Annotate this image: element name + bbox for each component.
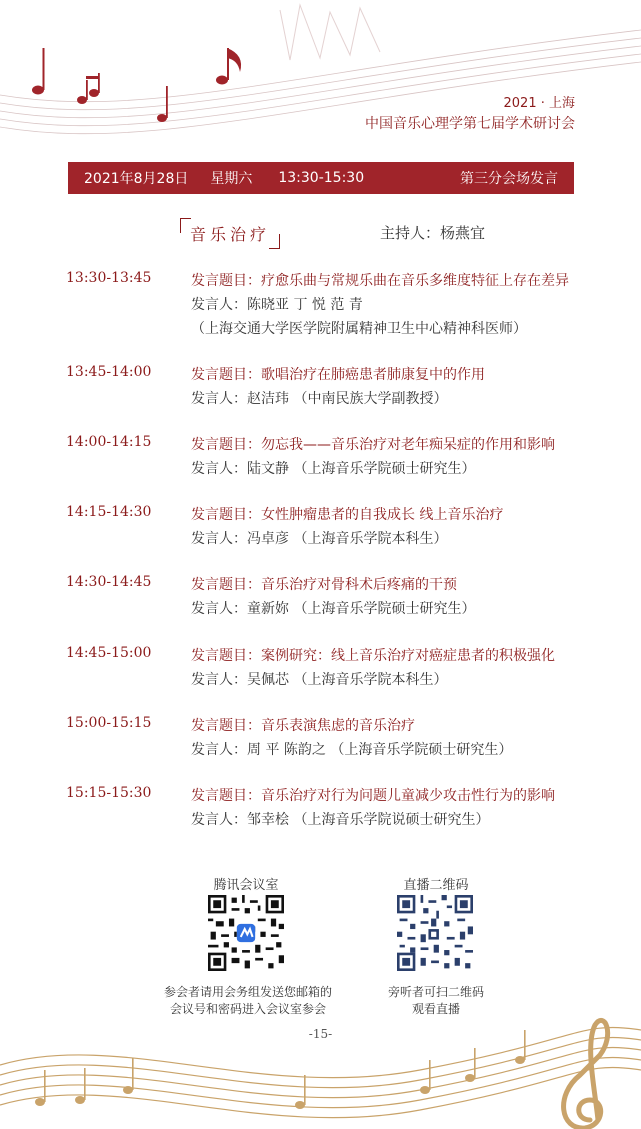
talk-time: 15:15-15:30 xyxy=(66,785,152,801)
talk-time: 14:45-15:00 xyxy=(66,645,152,661)
talk-speaker: 发言人：冯卓彦 （上海音乐学院本科生） xyxy=(191,531,448,547)
talk-time: 14:00-14:15 xyxy=(66,434,152,450)
music-staff-decoration-bottom xyxy=(0,950,641,1129)
talk-topic: 发言题目：疗愈乐曲与常规乐曲在音乐多维度特征上存在差异 xyxy=(191,273,569,289)
talk-time: 13:45-14:00 xyxy=(66,364,152,380)
qr-right-label: 直播二维码 xyxy=(403,878,469,893)
talk-speaker: 发言人：赵洁玮 （中南民族大学副教授） xyxy=(191,391,448,407)
event-title: 中国音乐心理学第七届学术研讨会 xyxy=(365,116,575,132)
event-year-city: 2021 · 上海 xyxy=(503,96,575,111)
talk-time: 14:30-14:45 xyxy=(66,574,152,590)
talk-topic: 发言题目：音乐治疗对行为问题儿童减少攻击性行为的影响 xyxy=(191,788,555,804)
header-weekday: 星期六 xyxy=(210,171,253,187)
talk-speaker: 发言人：吴佩芯 （上海音乐学院本科生） xyxy=(191,672,448,688)
page-number: -15- xyxy=(308,1027,333,1041)
talk-time: 13:30-13:45 xyxy=(66,270,152,286)
session-name: 音乐治疗 xyxy=(180,218,280,249)
schedule-header-bar xyxy=(68,162,574,194)
header-date: 2021年8月28日 xyxy=(84,171,189,187)
talk-time: 14:15-14:30 xyxy=(66,504,152,520)
talk-speaker: 发言人：童新妳 （上海音乐学院硕士研究生） xyxy=(191,601,476,617)
header-venue: 第三分会场发言 xyxy=(460,171,558,187)
qr-left-note-line1: 参会者请用会务组发送您邮箱的 xyxy=(163,985,332,999)
talk-affiliation: （上海交通大学医学院附属精神卫生中心精神科医师） xyxy=(191,321,527,337)
talk-time: 15:00-15:15 xyxy=(66,715,152,731)
talk-speaker: 发言人：周 平 陈韵之 （上海音乐学院硕士研究生） xyxy=(191,742,513,758)
qr-right-note-line1: 旁听者可扫二维码 xyxy=(387,985,484,999)
talk-speaker: 发言人：邹幸桧 （上海音乐学院说硕士研究生） xyxy=(191,812,490,828)
talk-topic: 发言题目：案例研究：线上音乐治疗对癌症患者的积极强化 xyxy=(191,648,555,664)
music-staff-decoration-top xyxy=(0,0,641,160)
qr-right-note-line2: 观看直播 xyxy=(411,1002,460,1016)
talk-topic: 发言题目：勿忘我——音乐治疗对老年痴呆症的作用和影响 xyxy=(191,437,555,453)
talk-speaker: 发言人：陆文静 （上海音乐学院硕士研究生） xyxy=(191,461,476,477)
talk-speaker: 发言人：陈晓亚 丁 悦 范 青 xyxy=(191,297,363,313)
header-time: 13:30-15:30 xyxy=(278,170,365,186)
music-notes-icon xyxy=(32,48,241,122)
music-notes-icon xyxy=(35,1030,526,1109)
talk-topic: 发言题目：歌唱治疗在肺癌患者肺康复中的作用 xyxy=(191,367,485,383)
talk-topic: 发言题目：女性肿瘤患者的自我成长 线上音乐治疗 xyxy=(191,507,504,523)
talk-topic: 发言题目：音乐治疗对骨科术后疼痛的干预 xyxy=(191,577,457,593)
qr-left-note-line2: 会议号和密码进入会议室参会 xyxy=(169,1002,326,1016)
qr-left-label: 腾讯会议室 xyxy=(213,878,279,893)
session-host: 主持人：杨燕宜 xyxy=(380,224,486,242)
talk-topic: 发言题目：音乐表演焦虑的音乐治疗 xyxy=(191,718,415,734)
